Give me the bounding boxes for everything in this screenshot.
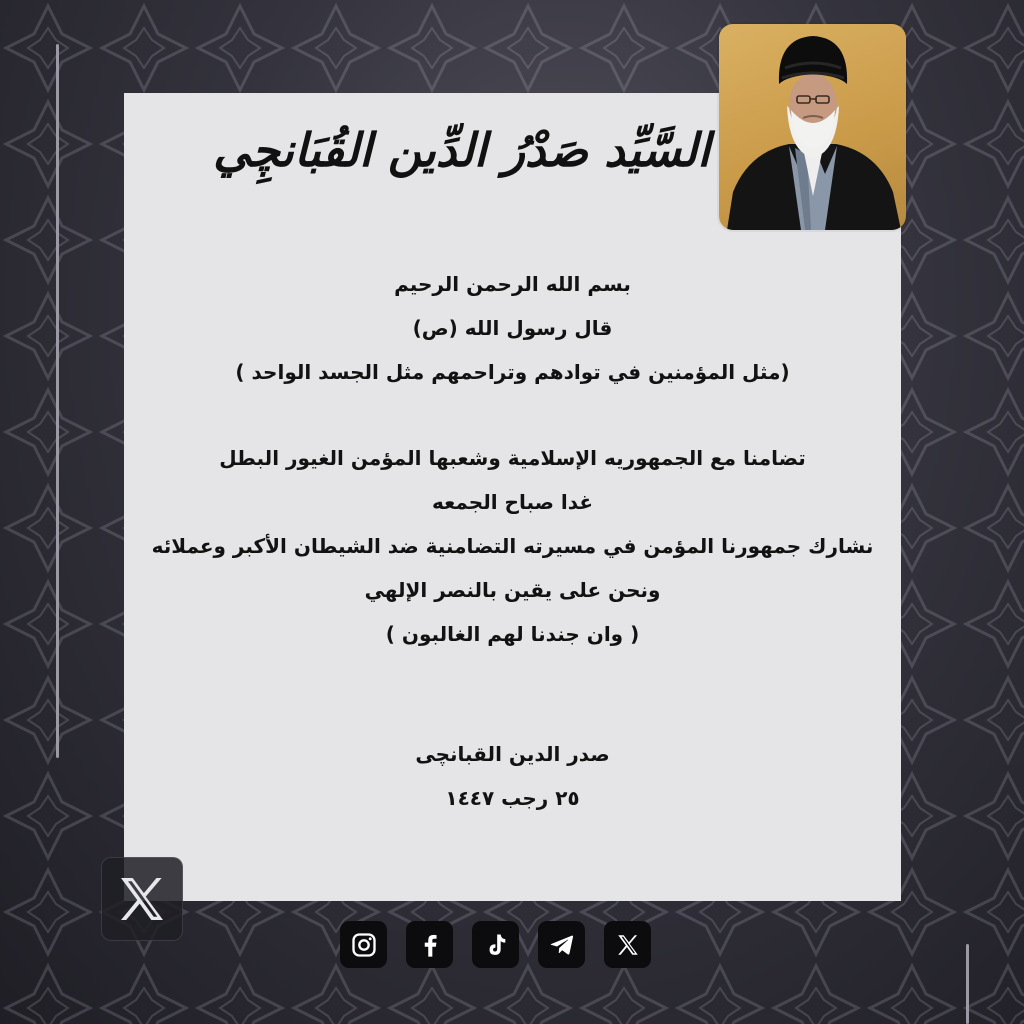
date: ٢٥ رجب ١٤٤٧ [445,786,580,810]
right-vertical-line [966,944,969,1024]
statement-text [124,262,901,820]
facebook-icon [416,931,444,959]
quran-verse-line: ( وان جندنا لهم الغالبون ) [385,622,640,646]
calligraphy-name: السَّيِّد صَدْرُ الدِّين القُبَانچِي [213,123,710,177]
hadith-line: (مثل المؤمنين في توادهم وتراحمهم مثل الجسد الواحد ) [235,360,790,384]
instagram-icon [350,931,378,959]
tiktok-icon [482,931,510,959]
basmala-line: بسم الله الرحمن الرحيم [394,272,631,296]
x-logo-badge [101,857,183,941]
left-vertical-line [56,44,59,758]
x-icon [615,932,641,958]
social-icons-bar [340,921,651,969]
march-line: نشارك جمهورنا المؤمن في مسيرته التضامنية ضد الشيطان الأكبر وعملائه [151,534,874,558]
certainty-line: ونحن على يقين بالنصر الإلهي [364,578,661,602]
portrait-photo [719,24,906,230]
telegram-icon [548,931,576,959]
hadith-intro-line: قال رسول الله (ص) [412,316,613,340]
friday-line: غدا صباح الجمعه [431,490,593,514]
signature: صدر الدين القبانچى [415,742,610,766]
telegram-button[interactable] [538,921,585,968]
x-icon [114,871,170,927]
facebook-button[interactable] [406,921,453,968]
x-button[interactable] [604,921,651,968]
instagram-button[interactable] [340,921,387,968]
tiktok-button[interactable] [472,921,519,968]
solidarity-line: تضامنا مع الجمهوريه الإسلامية وشعبها المؤمن الغيور البطل [219,446,806,470]
